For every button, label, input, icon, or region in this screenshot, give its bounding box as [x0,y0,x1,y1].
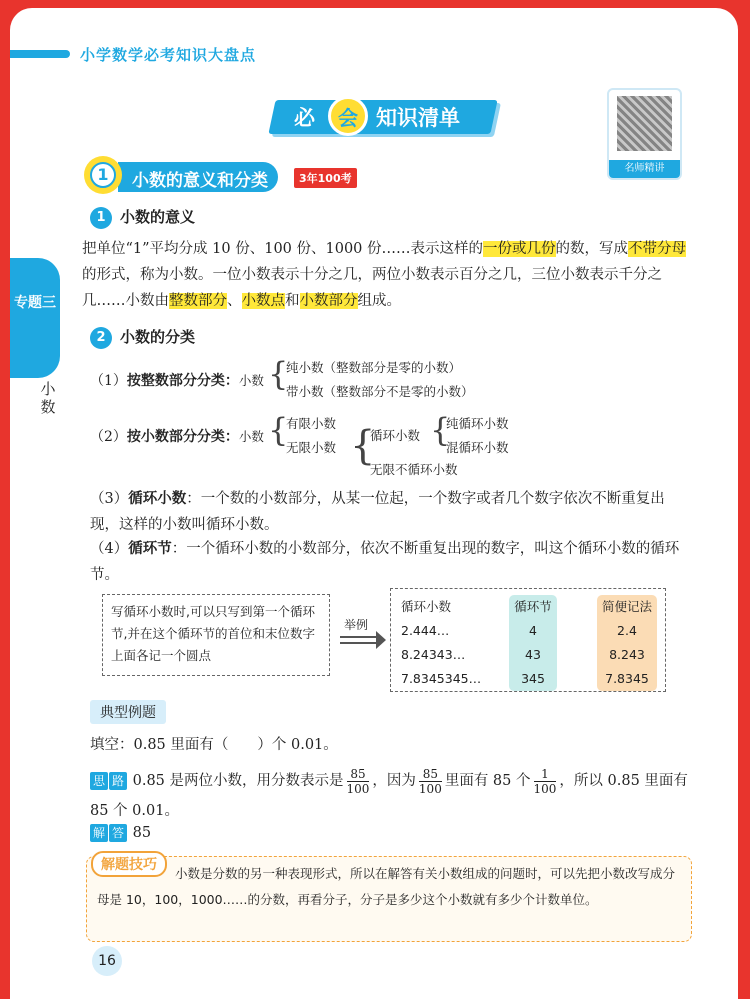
fraction [534,767,557,796]
exam-frequency-badge: 3年100考 [294,168,357,188]
brace-icon: { [430,411,451,449]
class2-item-nonrecurring: 无限不循环小数 [370,462,458,477]
notation-note-box: 写循环小数时,可以只写到第一个循环节,并在这个循环节的首位和末位数字上面各记一个圆点 [102,594,330,676]
meaning-text: 的数，写成 [555,241,629,257]
table-cell: 7.8345345… [401,671,482,686]
header-bar [10,50,70,58]
tip-box [86,856,692,942]
class2-item-finite: 有限小数 [286,416,337,431]
thinking-text: ，因为 [372,773,416,789]
class-label: 按小数部分分类： [126,429,239,445]
section-title: 小数的意义和分类 [132,171,268,191]
table-cell: 345 [521,671,545,686]
thinking-text: 里面有 85 个 [444,773,531,789]
example-col-repetend [509,595,557,691]
highlight-term: 不带分母 [628,241,687,257]
fraction [347,767,370,796]
fraction-denominator: 100 [533,781,557,796]
answer-line [90,820,700,846]
highlight-term: 整数部分 [169,293,227,309]
answer-value: 85 [132,825,152,841]
meaning-paragraph [82,236,692,314]
qr-code-icon [617,96,672,151]
fraction-numerator: 85 [419,767,442,782]
class-text: ：一个循环小数的小数部分，依次不断重复出现的数字，叫这个循环小数的循环节。 [90,541,680,583]
example-col-decimal [401,595,501,691]
classification-2 [90,426,264,446]
table-cell: 7.8345 [605,671,649,686]
table-cell: 2.444… [401,623,450,638]
section-number-circle [84,156,122,194]
class-prefix: （1） [90,373,127,389]
section-banner [272,96,494,138]
class-root: 小数 [238,429,264,444]
table-header: 简便记法 [601,599,652,614]
tip-text: 小数是分数的另一种表现形式，所以在解答有关小数组成的问题时，可以先把小数改写成分母是 10，100，1000……的分数，再看分子，分子是多少这个小数就有多少个计数单位。 [97,866,676,907]
class-label: 按整数部分分类： [126,373,239,389]
class2-item-infinite: 无限小数 [286,440,337,455]
table-cell: 8.24343… [401,647,466,662]
thinking-tag: 路 [109,772,127,790]
example-table [390,588,666,692]
arrow-label: 举例 [344,618,369,632]
side-topic-text: 小数 [40,380,56,416]
page-number: 16 [92,946,122,976]
class-label: 循环小数 [128,490,187,507]
subheading-number: 1 [90,207,112,229]
classification-4 [90,536,692,588]
typical-question: 填空：0.85 里面有（ ）个 0.01。 [90,737,338,753]
side-topic-tab: 专题三 [10,258,60,378]
section-number: 1 [90,162,116,188]
qr-label: 名师精讲 [609,160,680,178]
fraction-denominator: 100 [418,781,442,796]
thinking-text: 0.85 是两位小数，用分数表示是 [132,773,344,789]
class1-item-a: 纯小数（整数部分是零的小数） [286,360,462,375]
meaning-text: 、 [227,293,242,309]
table-cell: 4 [529,623,537,638]
highlight-term: 小数部分 [299,293,358,309]
example-col-notation [597,595,657,691]
table-cell: 2.4 [617,623,637,638]
meaning-text: 组成。 [357,293,401,309]
thinking-paragraph [90,766,692,826]
highlight-term: 小数点 [241,293,285,309]
qr-code-card[interactable] [607,88,682,180]
meaning-text: 和 [285,293,300,309]
thinking-text: ，所以 0.85 里面有 85 个 0.01。 [90,773,688,819]
class1-item-b: 带小数（整数部分不是零的小数） [286,384,474,399]
typical-example-title: 典型例题 [90,700,166,724]
subheading-classification [90,326,195,349]
table-header: 循环节 [514,599,552,614]
table-cell: 43 [525,647,541,662]
fraction-denominator: 100 [346,781,370,796]
answer-tag: 解 [90,824,108,842]
class-prefix: （3） [90,491,129,507]
subheading-number: 2 [90,327,112,349]
fraction-numerator: 85 [347,767,370,782]
arrow-head-icon [376,631,386,649]
fraction [419,767,442,796]
meaning-text: 的形式，称为小数。一位小数表示十分之几，两位小数表示百分之几，三位小数表示千分之几……小数由 [82,267,662,309]
class-prefix: （2） [90,429,127,445]
class-prefix: （4） [90,541,129,557]
arrow-icon [340,636,378,644]
class-label: 循环节 [128,540,172,557]
class2-item-pure: 纯循环小数 [446,416,509,431]
class2-item-mixed: 混循环小数 [446,440,509,455]
fraction-numerator: 1 [534,767,557,782]
meaning-text: 把单位“1”平均分成 10 份、100 份、1000 份……表示这样的 [82,241,484,257]
class-root: 小数 [238,373,264,388]
table-cell: 8.243 [609,647,645,662]
highlight-term: 一份或几份 [483,241,556,257]
brace-icon: { [350,423,376,469]
subheading-meaning [90,206,195,229]
banner-left-text: 必 [294,106,315,130]
brace-icon: { [268,411,289,449]
page [10,8,738,999]
class-text: ：一个数的小数部分，从某一位起，一个数字或者几个数字依次不断重复出现，这样的小数叫循环小数。 [90,491,665,533]
answer-tag: 答 [109,824,127,842]
classification-3 [90,486,692,538]
brace-icon: { [268,355,289,393]
banner-right-text: 知识清单 [376,106,460,130]
subheading-title: 小数的意义 [120,208,196,226]
subheading-title: 小数的分类 [120,328,196,346]
header-title: 小学数学必考知识大盘点 [80,46,257,64]
classification-1 [90,370,264,390]
class2-item-recurring: 循环小数 [370,428,421,443]
thinking-tag: 思 [90,772,108,790]
banner-circle: 会 [328,96,368,136]
tip-label: 解题技巧 [91,851,167,877]
table-header: 循环小数 [401,599,452,614]
